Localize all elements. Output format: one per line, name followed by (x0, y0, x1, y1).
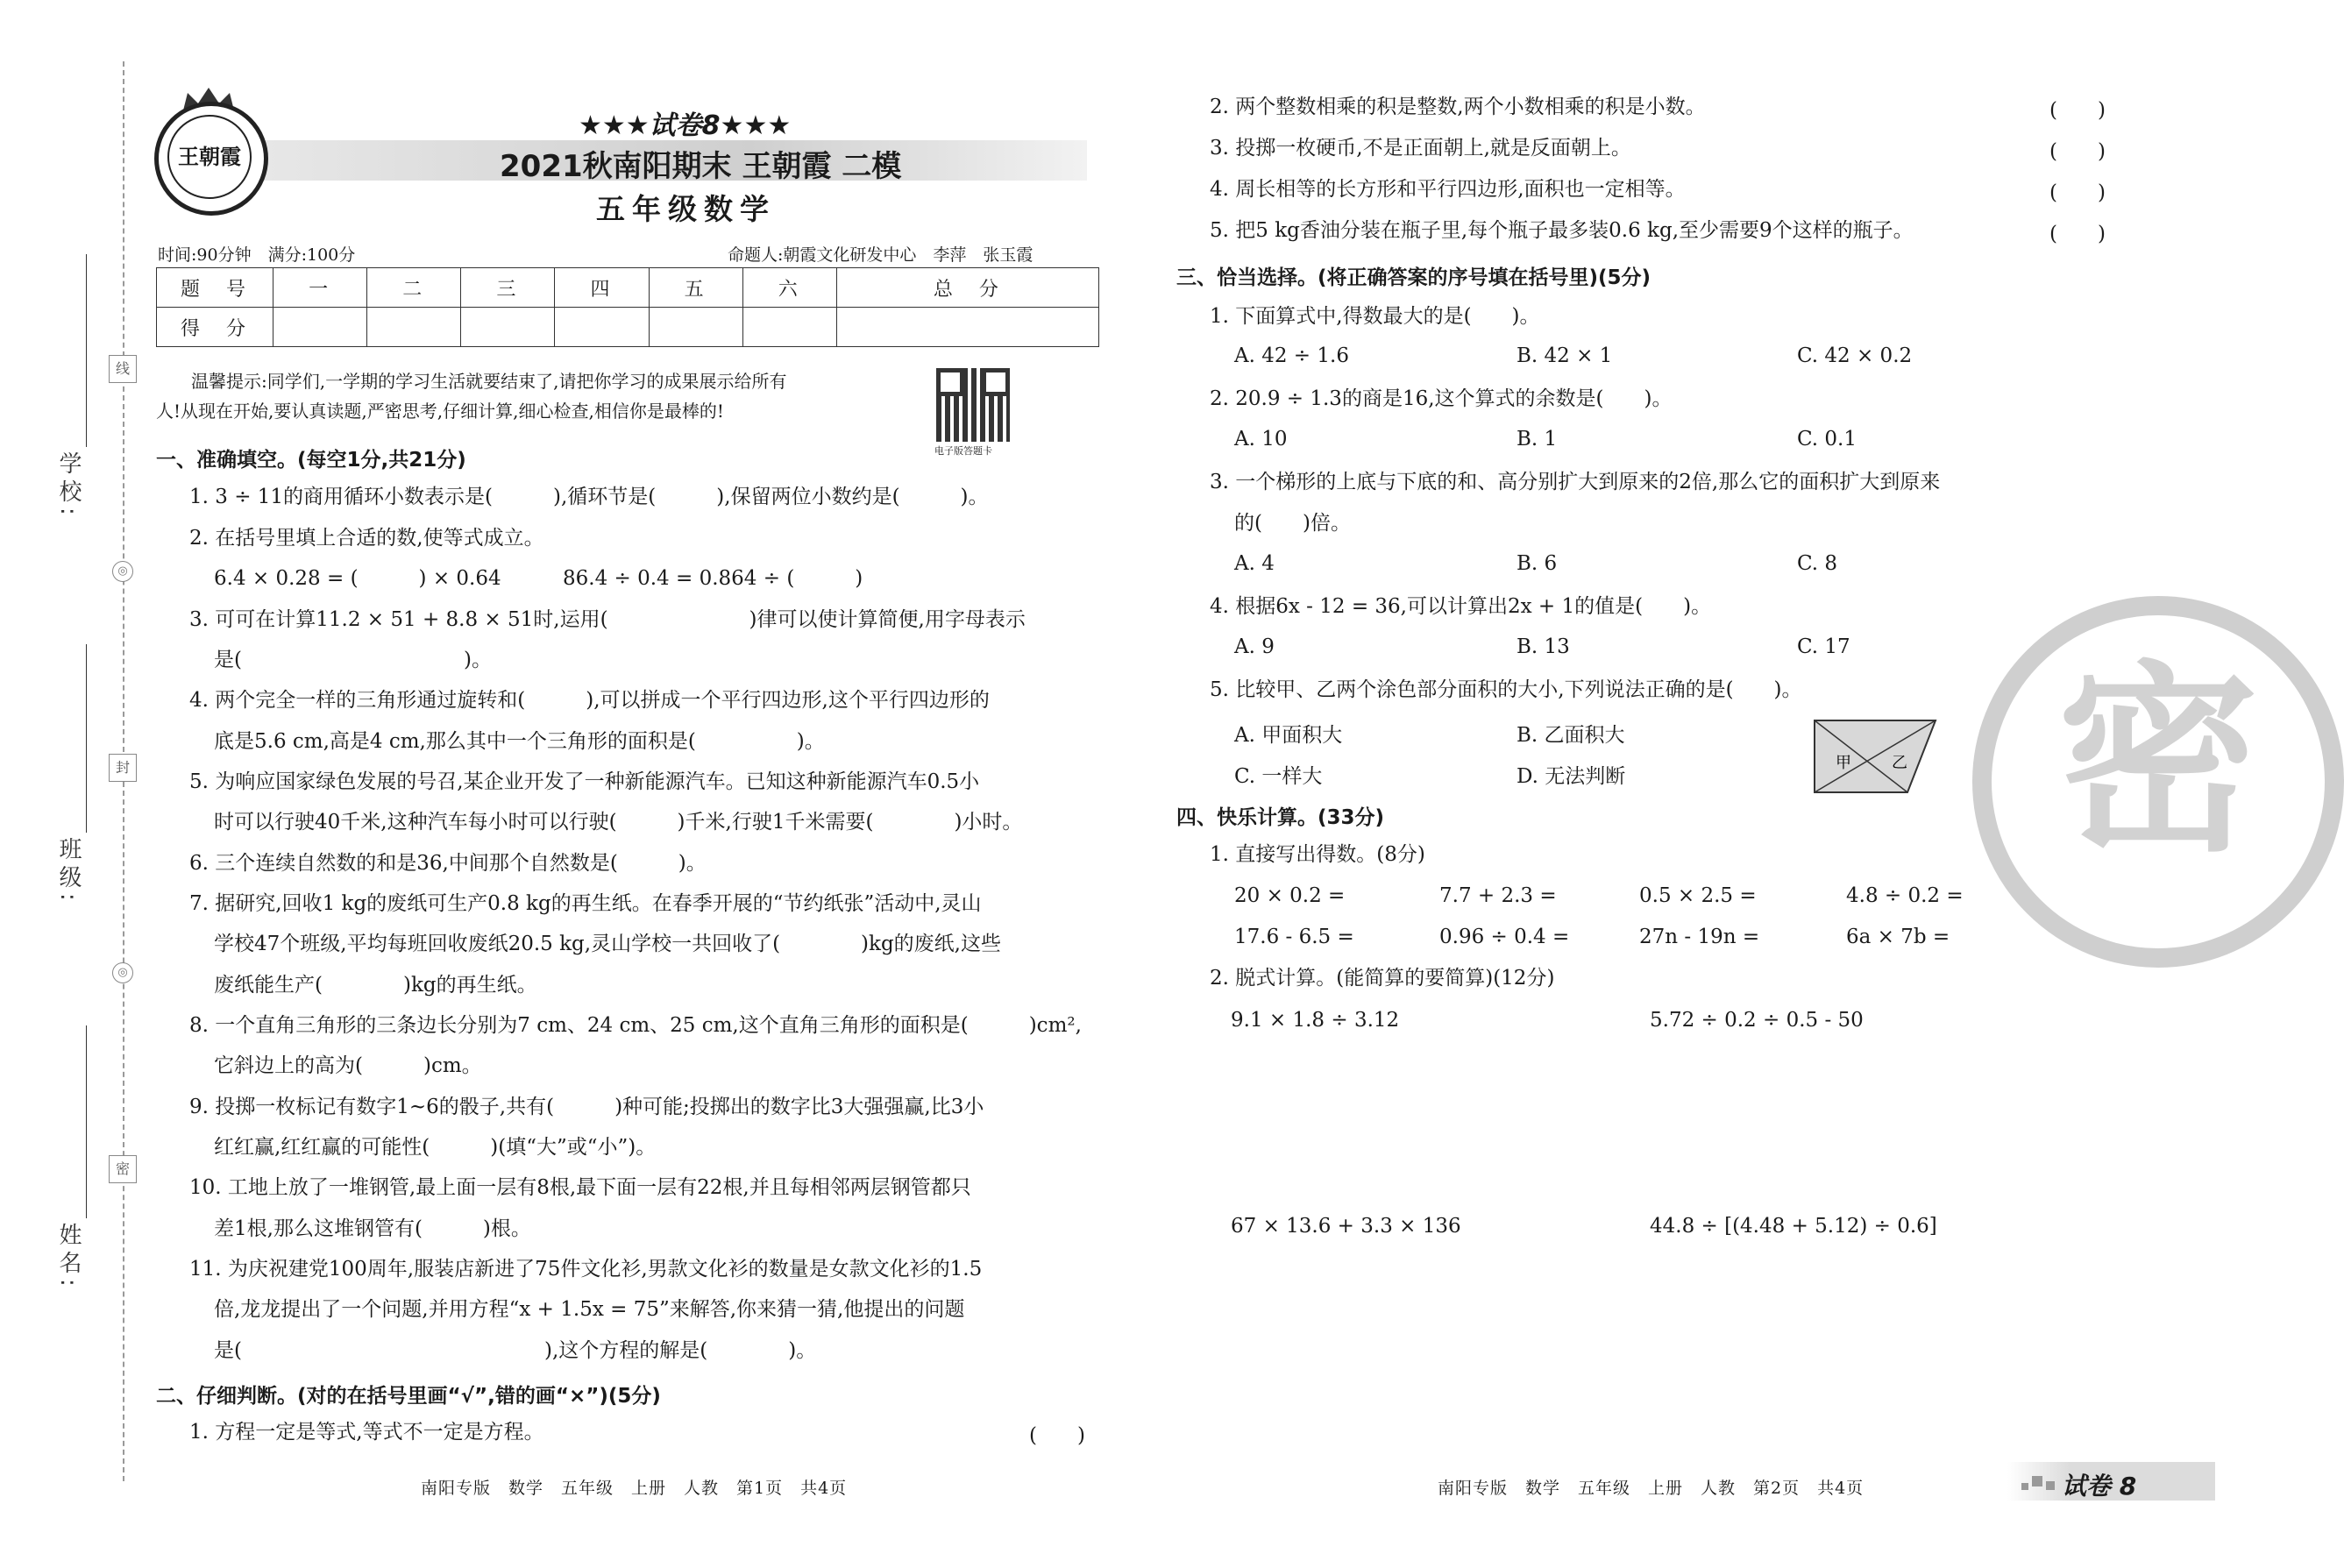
score-header-cell: 五 (649, 268, 742, 308)
oral-calc: 4.8 ÷ 0.2 = (1846, 884, 1964, 907)
section4-title: 四、快乐计算。(33分) (1176, 806, 1385, 829)
school-write-line (86, 254, 87, 447)
s1-line: 红红赢,红红赢的可能性( )(填“大”或“小”)。 (214, 1136, 657, 1159)
s1-line: 9. 投掷一枚标记有数字1~6的骰子,共有( )种可能;投掷出的数字比3大强强赢,比3小 (189, 1096, 984, 1118)
choice-option[interactable]: C. 0.1 (1797, 428, 1857, 451)
s1-line: 6. 三个连续自然数的和是36,中间那个自然数是( )。 (189, 852, 707, 875)
score-header-row (157, 268, 1099, 308)
s1-line: 废纸能生产( )kg的再生纸。 (214, 974, 537, 997)
decor-square (2032, 1476, 2042, 1486)
brand-logo (154, 102, 268, 216)
s1-line: 是( ),这个方程的解是( )。 (214, 1339, 817, 1362)
choice-option[interactable]: C. 17 (1797, 635, 1850, 658)
score-cell[interactable] (367, 308, 461, 347)
calc-subtitle: 2. 脱式计算。(能简算的要简算)(12分) (1210, 967, 1555, 990)
s1-line: 5. 为响应国家绿色发展的号召,某企业开发了一种新能源汽车。已知这种新能源汽车0.5小 (189, 770, 980, 793)
oral-calc: 6a × 7b = (1846, 926, 1950, 948)
choice-option[interactable]: A. 42 ÷ 1.6 (1234, 344, 1349, 367)
judge-answer-paren[interactable]: ( ) (2049, 223, 2106, 245)
score-header-cell: 二 (367, 268, 461, 308)
binding-circle-icon: ◎ (112, 962, 133, 983)
choice-option[interactable]: A. 甲面积大 (1234, 724, 1343, 747)
choice-option[interactable]: A. 9 (1234, 635, 1275, 658)
oral-calc: 7.7 + 2.3 = (1439, 884, 1557, 907)
step-calc: 9.1 × 1.8 ÷ 3.12 (1231, 1009, 1400, 1032)
s1-line: 是( )。 (214, 649, 492, 671)
choice-option[interactable]: A. 10 (1234, 428, 1288, 451)
s1-line: 底是5.6 cm,高是4 cm,那么其中一个三角形的面积是( )。 (214, 730, 825, 753)
score-table (156, 267, 1099, 347)
s1-line: 1. 3 ÷ 11的商用循环小数表示是( ),循环节是( ),保留两位小数约是( )。 (189, 486, 989, 508)
s1-line: 时可以行驶40千米,这种汽车每小时可以行驶( )千米,行驶1千米需要( )小时。 (214, 811, 1023, 834)
judge-item: 4. 周长相等的长方形和平行四边形,面积也一定相等。 (1210, 178, 1686, 201)
oral-calc: 27n - 19n = (1639, 926, 1760, 948)
binding-word-mi: 密 (109, 1155, 137, 1183)
judge-item: 5. 把5 kg香油分装在瓶子里,每个瓶子最多装0.6 kg,至少需要9个这样的瓶子。 (1210, 219, 1914, 242)
s1-line: 6.4 × 0.28 = ( ) × 0.64 (214, 567, 501, 590)
score-header-cell: 三 (461, 268, 555, 308)
name-label: 姓名: (55, 1223, 82, 1292)
choice-option[interactable]: A. 4 (1234, 552, 1275, 575)
step-calc: 5.72 ÷ 0.2 ÷ 0.5 - 50 (1650, 1009, 1864, 1032)
choice-question: 4. 根据6x - 12 = 36,可以计算出2x + 1的值是( )。 (1210, 595, 1712, 618)
choice-question: 1. 下面算式中,得数最大的是( )。 (1210, 305, 1540, 328)
binding-circle-icon: ◎ (112, 561, 133, 582)
score-value-row (157, 308, 1099, 347)
score-cell[interactable] (461, 308, 555, 347)
name-write-line (86, 1025, 87, 1218)
score-row-label: 得 分 (157, 308, 273, 347)
choice-option[interactable]: B. 42 × 1 (1516, 344, 1613, 367)
calc-subtitle: 1. 直接写出得数。(8分) (1210, 843, 1425, 866)
section2-title: 二、仔细判断。(对的在括号里画“√”,错的画“×”)(5分) (156, 1385, 661, 1408)
class-label: 班级: (55, 837, 82, 906)
s1-line: 2. 在括号里填上合适的数,使等式成立。 (189, 527, 544, 550)
figure-label-yi: 乙 (1892, 754, 1907, 772)
score-cell[interactable] (273, 308, 367, 347)
subject-title: 五年级数学 (596, 192, 776, 226)
school-label: 学校: (55, 451, 82, 521)
figure-label-jia: 甲 (1836, 754, 1851, 772)
class-write-line (86, 644, 87, 833)
step-calc: 67 × 13.6 + 3.3 × 136 (1231, 1215, 1461, 1238)
oral-calc: 20 × 0.2 = (1234, 884, 1346, 907)
score-header-cell: 题 号 (157, 268, 273, 308)
authors: 命题人:朝霞文化研发中心 李萍 张玉霞 (728, 245, 1033, 265)
s1-line: 8. 一个直角三角形的三条边长分别为7 cm、24 cm、25 cm,这个直角三角形的面积是( )cm², (189, 1014, 1082, 1037)
judge-answer-paren[interactable]: ( ) (2049, 99, 2106, 122)
section3-title: 三、恰当选择。(将正确答案的序号填在括号里)(5分) (1176, 266, 1651, 289)
step-calc: 44.8 ÷ [(4.48 + 5.12) ÷ 0.6] (1650, 1215, 1937, 1238)
score-cell[interactable] (555, 308, 649, 347)
section1-title: 一、准确填空。(每空1分,共21分) (156, 449, 466, 472)
tip-line-2: 人!从现在开始,要认真读题,严密思考,仔细计算,细心检查,相信你是最棒的! (156, 401, 724, 422)
choice-option[interactable]: C. 42 × 0.2 (1797, 344, 1913, 367)
judge-answer-paren[interactable]: ( ) (1029, 1424, 1085, 1447)
s1-line: 差1根,那么这堆钢管有( )根。 (214, 1217, 531, 1240)
qr-code-icon[interactable] (936, 368, 1010, 442)
paper-tail-label: 试卷 8 (2062, 1472, 2137, 1501)
logo-text: 王朝霞 (167, 115, 252, 199)
score-header-cell: 一 (273, 268, 367, 308)
choice-option[interactable]: B. 6 (1516, 552, 1558, 575)
choice-option[interactable]: B. 1 (1516, 428, 1558, 451)
binding-word-xian: 线 (109, 355, 137, 383)
score-cell[interactable] (742, 308, 836, 347)
exam-title: 2021秋南阳期末 王朝霞 二模 (500, 149, 902, 184)
score-header-cell: 总 分 (836, 268, 1098, 308)
score-header-cell: 四 (555, 268, 649, 308)
s1-line: 10. 工地上放了一堆钢管,最上面一层有8根,最下面一层有22根,并且每相邻两层钢管都只 (189, 1176, 971, 1199)
choice-option[interactable]: D. 无法判断 (1516, 765, 1626, 788)
choice-option[interactable]: C. 一样大 (1234, 765, 1323, 788)
choice-option[interactable]: B. 乙面积大 (1516, 724, 1625, 747)
page-footer-left: 南阳专版 数学 五年级 上册 人教 第1页 共4页 (421, 1479, 848, 1498)
judge-answer-paren[interactable]: ( ) (2049, 181, 2106, 204)
qr-caption: 电子版答题卡 (934, 445, 992, 457)
s1-line: 7. 据研究,回收1 kg的废纸可生产0.8 kg的再生纸。在春季开展的“节约纸张”活动中,灵山 (189, 892, 982, 915)
score-cell[interactable] (649, 308, 742, 347)
choice-option[interactable]: C. 8 (1797, 552, 1838, 575)
score-header-cell: 六 (742, 268, 836, 308)
choice-question: 2. 20.9 ÷ 1.3的商是16,这个算式的余数是( )。 (1210, 387, 1673, 410)
s1-line: 它斜边上的高为( )cm。 (214, 1054, 482, 1077)
s1-line: 学校47个班级,平均每班回收废纸20.5 kg,灵山学校一共回收了( )kg的废纸,这些 (214, 933, 1001, 955)
binding-word-feng: 封 (109, 754, 137, 782)
choice-question: 3. 一个梯形的上底与下底的和、高分别扩大到原来的2倍,那么它的面积扩大到原来 (1210, 471, 1941, 493)
choice-question-cont: 的( )倍。 (1234, 512, 1351, 535)
s1-line: 倍,龙龙提出了一个问题,并用方程“x + 1.5x = 75”来解答,你来猜一猜,他提出的问题 (214, 1298, 965, 1321)
judge-item: 1. 方程一定是等式,等式不一定是方程。 (189, 1421, 544, 1444)
tip-line-1: 温馨提示:同学们,一学期的学习生活就要结束了,请把你学习的成果展示给所有 (191, 371, 787, 392)
decor-square (2021, 1483, 2028, 1490)
judge-item: 2. 两个整数相乘的积是整数,两个小数相乘的积是小数。 (1210, 96, 1706, 118)
page-footer-right: 南阳专版 数学 五年级 上册 人教 第2页 共4页 (1438, 1479, 1865, 1498)
s1-line: 11. 为庆祝建党100周年,服装店新进了75件文化衫,男款文化衫的数量是女款文化衫的1.5 (189, 1258, 983, 1281)
choice-question: 5. 比较甲、乙两个涂色部分面积的大小,下列说法正确的是( )。 (1210, 678, 1802, 701)
judge-answer-paren[interactable]: ( ) (2049, 140, 2106, 163)
s1-line: 86.4 ÷ 0.4 = 0.864 ÷ ( ) (563, 567, 863, 590)
oral-calc: 17.6 - 6.5 = (1234, 926, 1354, 948)
secret-stamp-watermark: 密 (1972, 596, 2344, 968)
score-cell[interactable] (836, 308, 1098, 347)
decor-square (2046, 1481, 2055, 1490)
trapezoid-figure (1811, 717, 1939, 796)
oral-calc: 0.5 × 2.5 = (1639, 884, 1757, 907)
s1-line: 4. 两个完全一样的三角形通过旋转和( ),可以拼成一个平行四边形,这个平行四边形的 (189, 689, 990, 712)
choice-option[interactable]: B. 13 (1516, 635, 1570, 658)
paper-code: ★★★试卷8★★★ (579, 110, 792, 141)
oral-calc: 0.96 ÷ 0.4 = (1439, 926, 1570, 948)
time-info: 时间:90分钟 满分:100分 (158, 245, 356, 265)
s1-line: 3. 可可在计算11.2 × 51 + 8.8 × 51时,运用( )律可以使计算简便,用字母表示 (189, 608, 1026, 631)
judge-item: 3. 投掷一枚硬币,不是正面朝上,就是反面朝上。 (1210, 137, 1631, 160)
